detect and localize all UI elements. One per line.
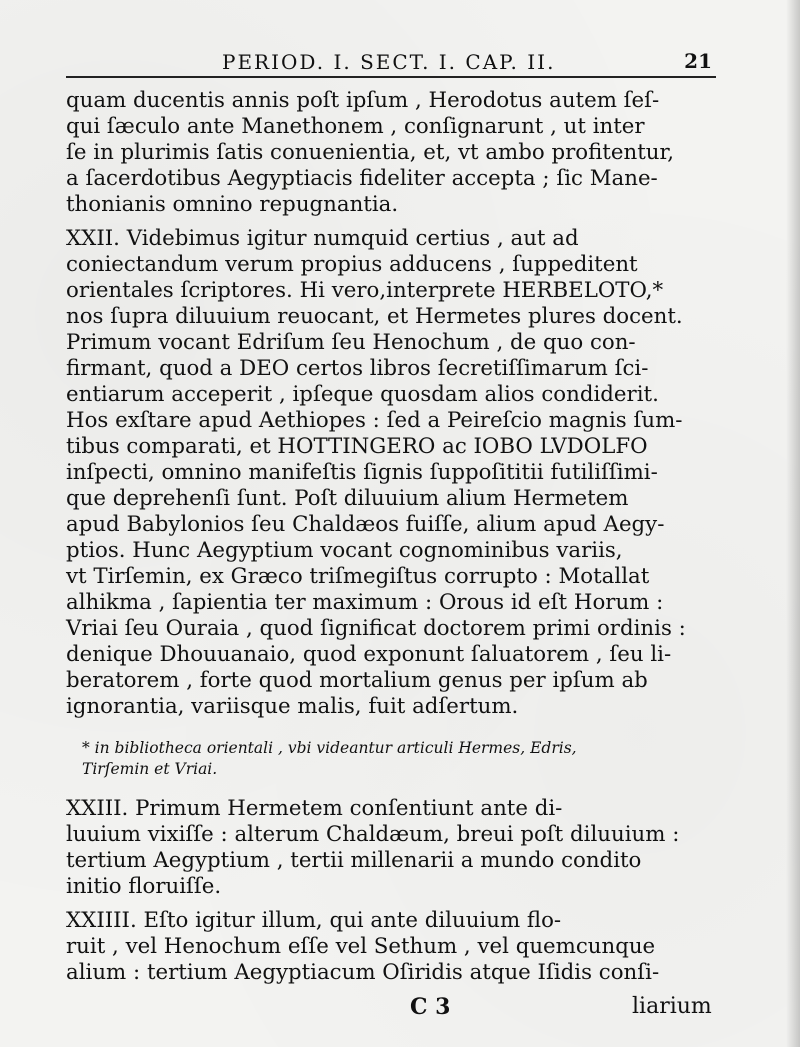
header-rule <box>66 76 716 78</box>
text-line: tertium Aegyptium , tertii millenarii a mundo condito <box>66 848 642 873</box>
page-edge-shadow <box>786 0 800 1047</box>
text-line: inſpecti, omnino manifeſtis ſignis ſuppoſititii futiliſſimi- <box>66 460 658 485</box>
text-line: Hos exſtare apud Aethiopes : ſed a Peireſcio magnis ſum- <box>66 408 683 433</box>
running-title: PERIOD. I. SECT. I. CAP. II. <box>222 50 556 74</box>
text-line: nos ſupra diluuium reuocant, et Hermetes plures docent. <box>66 304 683 329</box>
catchword: liarium <box>632 994 712 1019</box>
text-line: a ſacerdotibus Aegyptiacis fideliter accepta ; ſic Mane- <box>66 166 658 191</box>
text-line: quam ducentis annis poſt ipſum , Herodotus autem ſeſ- <box>66 88 660 113</box>
body-text <box>66 88 716 720</box>
text-line: luuium vixiſſe : alterum Chaldæum, breui poſt diluuium : <box>66 822 680 847</box>
text-line: Vriai ſeu Ouraia , quod ſignificat doctorem primi ordinis : <box>66 616 686 641</box>
text-line: qui ſæculo ante Manethonem , conſignarunt , ut inter <box>66 114 645 139</box>
section-xxiiii-start: XXIIII. Eſto igitur illum, qui ante diluuium flo- <box>66 908 562 933</box>
text-line: coniectandum verum propius adducens , ſuppeditent <box>66 252 638 277</box>
text-line: initio floruiſſe. <box>66 874 222 899</box>
footnote <box>82 738 712 780</box>
signature-mark: C 3 <box>410 994 451 1020</box>
text-line: entiarum acceperit , ipſeque quosdam alios condiderit. <box>66 382 659 407</box>
text-line: apud Babylonios ſeu Chaldæos fuiſſe, alium apud Aegy- <box>66 512 665 537</box>
footnote-line: * in bibliotheca orientali , vbi videantur articuli Hermes, Edris, <box>82 739 577 757</box>
text-line: Primum vocant Edriſum ſeu Henochum , de quo con- <box>66 330 636 355</box>
body-text-continued <box>66 796 716 986</box>
text-line: ruit , vel Henochum eſſe vel Sethum , vel quemcunque <box>66 934 656 959</box>
text-line: denique Dhouuanaio, quod exponunt ſaluatorem , ſeu li- <box>66 642 672 667</box>
text-line: vt Tirſemin, ex Græco triſmegiſtus corrupto : Motallat <box>66 564 650 589</box>
running-header <box>60 44 720 74</box>
text-line: ſe in plurimis ſatis conuenientia, et, vt ambo profitentur, <box>66 140 675 165</box>
page-number: 21 <box>684 49 712 73</box>
text-line: ignorantia, variisque malis, fuit adſertum. <box>66 694 519 719</box>
text-line: thonianis omnino repugnantia. <box>66 192 399 217</box>
footnote-line: Tirſemin et Vriai. <box>82 760 218 778</box>
text-line: firmant, quod a DEO certos libros ſecretiſſimarum ſci- <box>66 356 649 381</box>
text-line: ptios. Hunc Aegyptium vocant cognominibus variis, <box>66 538 623 563</box>
section-xxii-start: XXII. Videbimus igitur numquid certius , aut ad <box>66 226 579 251</box>
text-line: beratorem , forte quod mortalium genus per ipſum ab <box>66 668 648 693</box>
section-xxiii-start: XXIII. Primum Hermetem conſentiunt ante di- <box>66 796 563 821</box>
text-line: alhikma , ſapientia ter maximum : Orous id eſt Horum : <box>66 590 664 615</box>
text-line: orientales ſcriptores. Hi vero,interprete HERBELOTO,* <box>66 278 664 303</box>
text-line: alium : tertium Aegyptiacum Oſiridis atque Iſidis conſi- <box>66 960 660 985</box>
text-line: tibus comparati, et HOTTINGERO ac IOBO LVDOLFO <box>66 434 648 459</box>
text-line: que deprehenſi ſunt. Poſt diluuium alium Hermetem <box>66 486 629 511</box>
